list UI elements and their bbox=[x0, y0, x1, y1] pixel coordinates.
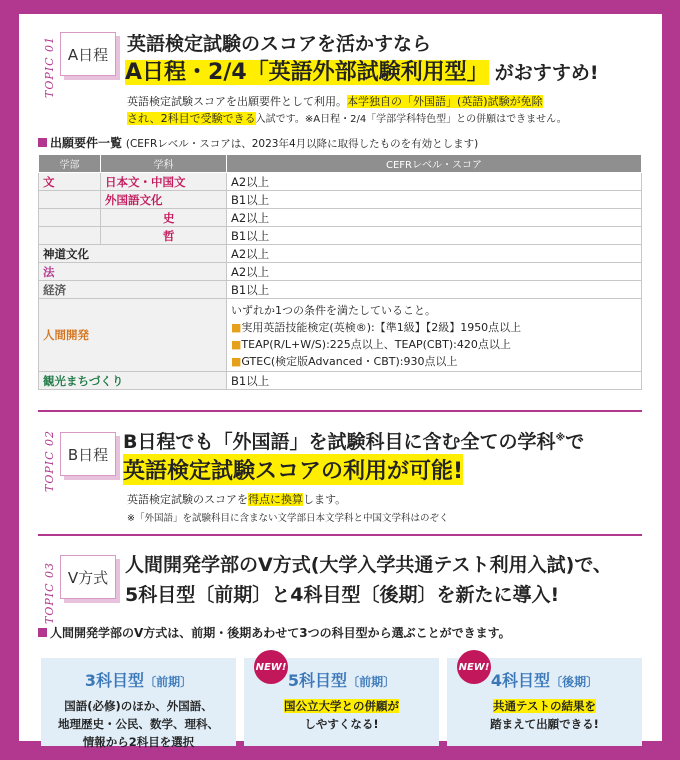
table-row: 人間開発 いずれか1つの条件を満たしていること。 ■実用英語技能検定(英検®):【準1級】【2級】1950点以上 ■TEAP(R/L+W/S):225点以上、TEAP(CBT):420点以上 ■GTEC(検定版Advanced・CBT):930点以上 bbox=[39, 299, 642, 372]
topic-01-subheading: A日程・2/4「英語外部試験利用型」 がおすすめ! bbox=[125, 60, 599, 85]
topic-03-label: TOPIC 03 bbox=[43, 561, 56, 624]
topic-02-body: 英語検定試験のスコアを得点に換算します。 bbox=[127, 493, 347, 506]
content-panel bbox=[19, 14, 662, 749]
course-card-3: 3科目型〔前期〕 国語(必修)のほか、外国語、 地理歴史・公民、数学、理科、 情報から2科目を選択 bbox=[41, 658, 236, 746]
divider bbox=[38, 410, 642, 412]
table-row: 哲 B1以上 bbox=[39, 227, 642, 245]
topic-01-badge: A日程 bbox=[60, 32, 116, 76]
topic-03-badge: V方式 bbox=[60, 555, 116, 599]
topic-01-label: TOPIC 01 bbox=[43, 35, 56, 98]
table-row: 文 日本文・中国文 A2以上 bbox=[39, 173, 642, 191]
col-header-faculty: 学部 bbox=[39, 155, 101, 173]
table-row: 神道文化 A2以上 bbox=[39, 245, 642, 263]
topic-03-section-title: 人間開発学部のV方式は、前期・後期あわせて3つの科目型から選ぶことができます。 bbox=[38, 624, 511, 641]
topic-01-body-1: 英語検定試験スコアを出願要件として利用。本学独自の「外国語」(英語)試験が免除 bbox=[127, 95, 543, 108]
course-card-4: NEW! 4科目型〔後期〕 共通テストの結果を 踏まえて出願できる! bbox=[447, 658, 642, 746]
col-header-department: 学科 bbox=[101, 155, 227, 173]
table-row: 外国語文化 B1以上 bbox=[39, 191, 642, 209]
topic-03-heading-1: 人間開発学部のV方式(大学入学共通テスト利用入試)で、 bbox=[125, 554, 612, 576]
new-badge: NEW! bbox=[457, 650, 491, 684]
table-row: 法 A2以上 bbox=[39, 263, 642, 281]
requirements-section-title: 出願要件一覧 (CEFRレベル・スコアは、2023年4月以降に取得したものを有効とします) bbox=[38, 134, 478, 151]
topic-02-badge: B日程 bbox=[60, 432, 116, 476]
topic-01-heading: 英語検定試験のスコアを活かすなら bbox=[127, 33, 432, 55]
requirements-table bbox=[38, 154, 642, 390]
course-card-5: NEW! 5科目型〔前期〕 国公立大学との併願が しやすくなる! bbox=[244, 658, 439, 746]
divider bbox=[38, 534, 642, 536]
topic-02-heading: B日程でも「外国語」を試験科目に含む全ての学科※で bbox=[123, 431, 585, 453]
topic-02-note: ※「外国語」を試験科目に含まない文学部日本文学科と中国文学科はのぞく bbox=[127, 513, 449, 524]
topic-03-heading-2: 5科目型〔前期〕と4科目型〔後期〕を新たに導入! bbox=[125, 584, 560, 606]
table-row: 観光まちづくり B1以上 bbox=[39, 372, 642, 390]
col-header-score: CEFRレベル・スコア bbox=[227, 155, 642, 173]
topic-01-body-2: され、2科目で受験できる入試です。※A日程・2/4「学部学科特色型」との併願はできません。 bbox=[127, 112, 567, 125]
topic-02-label: TOPIC 02 bbox=[43, 429, 56, 492]
table-row: 経済 B1以上 bbox=[39, 281, 642, 299]
new-badge: NEW! bbox=[254, 650, 288, 684]
topic-02-subheading: 英語検定試験スコアの利用が可能! bbox=[123, 454, 463, 485]
table-row: 史 A2以上 bbox=[39, 209, 642, 227]
